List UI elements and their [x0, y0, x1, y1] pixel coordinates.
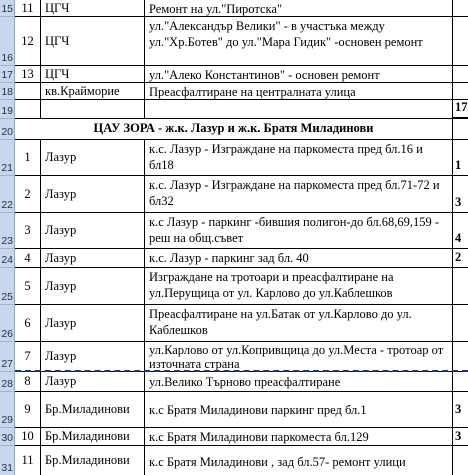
- cell-description[interactable]: ул."Алеко Константинов" - основен ремонт: [145, 66, 453, 83]
- table-row[interactable]: [15, 446, 468, 475]
- cell-location[interactable]: Бр.Миладинови: [41, 446, 145, 475]
- cell-location[interactable]: Лазур: [41, 372, 145, 392]
- cell-description[interactable]: Изграждане на тротоари и преасфалтиране на ул.Перущица от ул. Карлово до ул.Каблешков: [145, 268, 453, 305]
- cell-description[interactable]: Ремонт на ул."Пиротска": [145, 0, 453, 17]
- section-row[interactable]: [15, 119, 468, 140]
- table-row[interactable]: [15, 0, 468, 17]
- row-header[interactable]: 22: [0, 176, 15, 213]
- row-header[interactable]: 31: [0, 446, 15, 475]
- row-header[interactable]: 30: [0, 428, 15, 446]
- cell-num[interactable]: 12: [15, 17, 41, 66]
- cell-amount[interactable]: 3: [453, 392, 468, 428]
- cell-description[interactable]: ул.Карлово от ул.Копривщица до ул.Места - тротоар от източната страна: [145, 342, 453, 372]
- table-row[interactable]: [15, 305, 468, 342]
- cell-description[interactable]: Преасфалтиране на ул.Батак от ул.Карлово до ул. Каблешков: [145, 305, 453, 342]
- cell-description[interactable]: к.с Братя Миладинови паркинг пред бл.1: [145, 392, 453, 428]
- cell-description[interactable]: [145, 100, 453, 119]
- cell-num[interactable]: 1: [15, 140, 41, 176]
- row-header[interactable]: 16: [0, 17, 15, 66]
- row-header[interactable]: 19: [0, 100, 15, 119]
- cell-amount[interactable]: 4: [453, 213, 468, 249]
- cell-description[interactable]: к.с Братя Миладинови , зад бл.57- ремонт улици: [145, 446, 453, 475]
- cell-description[interactable]: Преасфалтиране на централната улица: [145, 83, 453, 100]
- cell-num[interactable]: 3: [15, 213, 41, 249]
- table-row[interactable]: [15, 213, 468, 249]
- cell-amount[interactable]: [453, 83, 468, 100]
- cell-num[interactable]: 2: [15, 176, 41, 213]
- cell-amount[interactable]: [453, 17, 468, 66]
- row-header[interactable]: 17: [0, 66, 15, 83]
- cell-num[interactable]: 6: [15, 305, 41, 342]
- cell-amount[interactable]: [453, 119, 468, 140]
- table-row[interactable]: [15, 100, 468, 119]
- cell-location[interactable]: Лазур: [41, 249, 145, 268]
- row-header[interactable]: 23: [0, 213, 15, 249]
- cell-num[interactable]: 11: [15, 0, 41, 17]
- table-row[interactable]: [15, 342, 468, 372]
- cell-location[interactable]: Бр.Миладинови: [41, 428, 145, 446]
- table-row[interactable]: [15, 268, 468, 305]
- cell-amount[interactable]: [453, 305, 468, 342]
- section-title[interactable]: ЦАУ ЗОРА - ж.к. Лазур и ж.к. Братя Миладинови: [15, 119, 453, 140]
- row-header[interactable]: 15: [0, 0, 15, 17]
- cell-description[interactable]: ул.Велико Търново преасфалтиране: [145, 372, 453, 392]
- row-header[interactable]: 29: [0, 392, 15, 428]
- row-header[interactable]: 27: [0, 342, 15, 372]
- cell-location[interactable]: Бр.Миладинови: [41, 392, 145, 428]
- cell-num[interactable]: 13: [15, 66, 41, 83]
- cell-num[interactable]: 10: [15, 428, 41, 446]
- cell-amount[interactable]: 3: [453, 428, 468, 446]
- cell-num[interactable]: [15, 83, 41, 100]
- cell-location[interactable]: ЦГЧ: [41, 0, 145, 17]
- cell-num[interactable]: 9: [15, 392, 41, 428]
- table-row[interactable]: [15, 140, 468, 176]
- cell-description[interactable]: к.с. Лазур - Изграждане на паркоместа пред бл.71-72 и бл32: [145, 176, 453, 213]
- cell-num[interactable]: 5: [15, 268, 41, 305]
- row-header[interactable]: 25: [0, 268, 15, 305]
- cell-location[interactable]: [41, 100, 145, 119]
- cell-description[interactable]: к.с. Лазур - паркинг зад бл. 40: [145, 249, 453, 268]
- cell-amount[interactable]: [453, 66, 468, 83]
- cell-amount[interactable]: 2: [453, 249, 468, 268]
- cell-location[interactable]: Лазур: [41, 140, 145, 176]
- cell-location[interactable]: ЦГЧ: [41, 66, 145, 83]
- table-row[interactable]: [15, 392, 468, 428]
- cell-description[interactable]: ул."Александър Велики" - в участъка между ул."Хр.Ботев" до ул."Мара Гидик" -основен ремонт: [145, 17, 453, 66]
- cell-location[interactable]: Лазур: [41, 342, 145, 372]
- cell-location[interactable]: ЦГЧ: [41, 17, 145, 66]
- table-row[interactable]: [15, 17, 468, 66]
- row-header[interactable]: 24: [0, 249, 15, 268]
- cell-amount[interactable]: [453, 342, 468, 372]
- cell-description[interactable]: к.с Лазур - паркинг -бившия полигон-до бл.68,69,159 - реш на общ.съвет: [145, 213, 453, 249]
- cell-description[interactable]: к.с. Лазур - Изграждане на паркоместа пред бл.16 и бл18: [145, 140, 453, 176]
- cell-amount[interactable]: [453, 446, 468, 475]
- cell-location[interactable]: кв.Крайморие: [41, 83, 145, 100]
- cell-amount[interactable]: [453, 0, 468, 17]
- row-header[interactable]: 21: [0, 140, 15, 176]
- cell-num[interactable]: 8: [15, 372, 41, 392]
- cell-amount[interactable]: [453, 268, 468, 305]
- cell-location[interactable]: Лазур: [41, 268, 145, 305]
- cell-amount[interactable]: [453, 372, 468, 392]
- cell-num[interactable]: 11: [15, 446, 41, 475]
- cell-amount[interactable]: 1: [453, 140, 468, 176]
- table-row[interactable]: [15, 372, 468, 392]
- cell-location[interactable]: Лазур: [41, 305, 145, 342]
- cell-num[interactable]: 4: [15, 249, 41, 268]
- cell-description[interactable]: к.с Братя Миладинови паркоместа бл.129: [145, 428, 453, 446]
- cell-location[interactable]: Лазур: [41, 213, 145, 249]
- cell-amount[interactable]: 17: [453, 100, 468, 119]
- table-row[interactable]: [15, 176, 468, 213]
- row-header[interactable]: 26: [0, 305, 15, 342]
- row-header[interactable]: 28: [0, 372, 15, 392]
- row-header[interactable]: 20: [0, 119, 15, 140]
- cell-num[interactable]: 7: [15, 342, 41, 372]
- cell-location[interactable]: Лазур: [41, 176, 145, 213]
- cell-num[interactable]: [15, 100, 41, 119]
- table-row[interactable]: [15, 83, 468, 100]
- row-header[interactable]: 18: [0, 83, 15, 100]
- cell-amount[interactable]: 3: [453, 176, 468, 213]
- table-row[interactable]: [15, 249, 468, 268]
- table-row[interactable]: [15, 428, 468, 446]
- table-row[interactable]: [15, 66, 468, 83]
